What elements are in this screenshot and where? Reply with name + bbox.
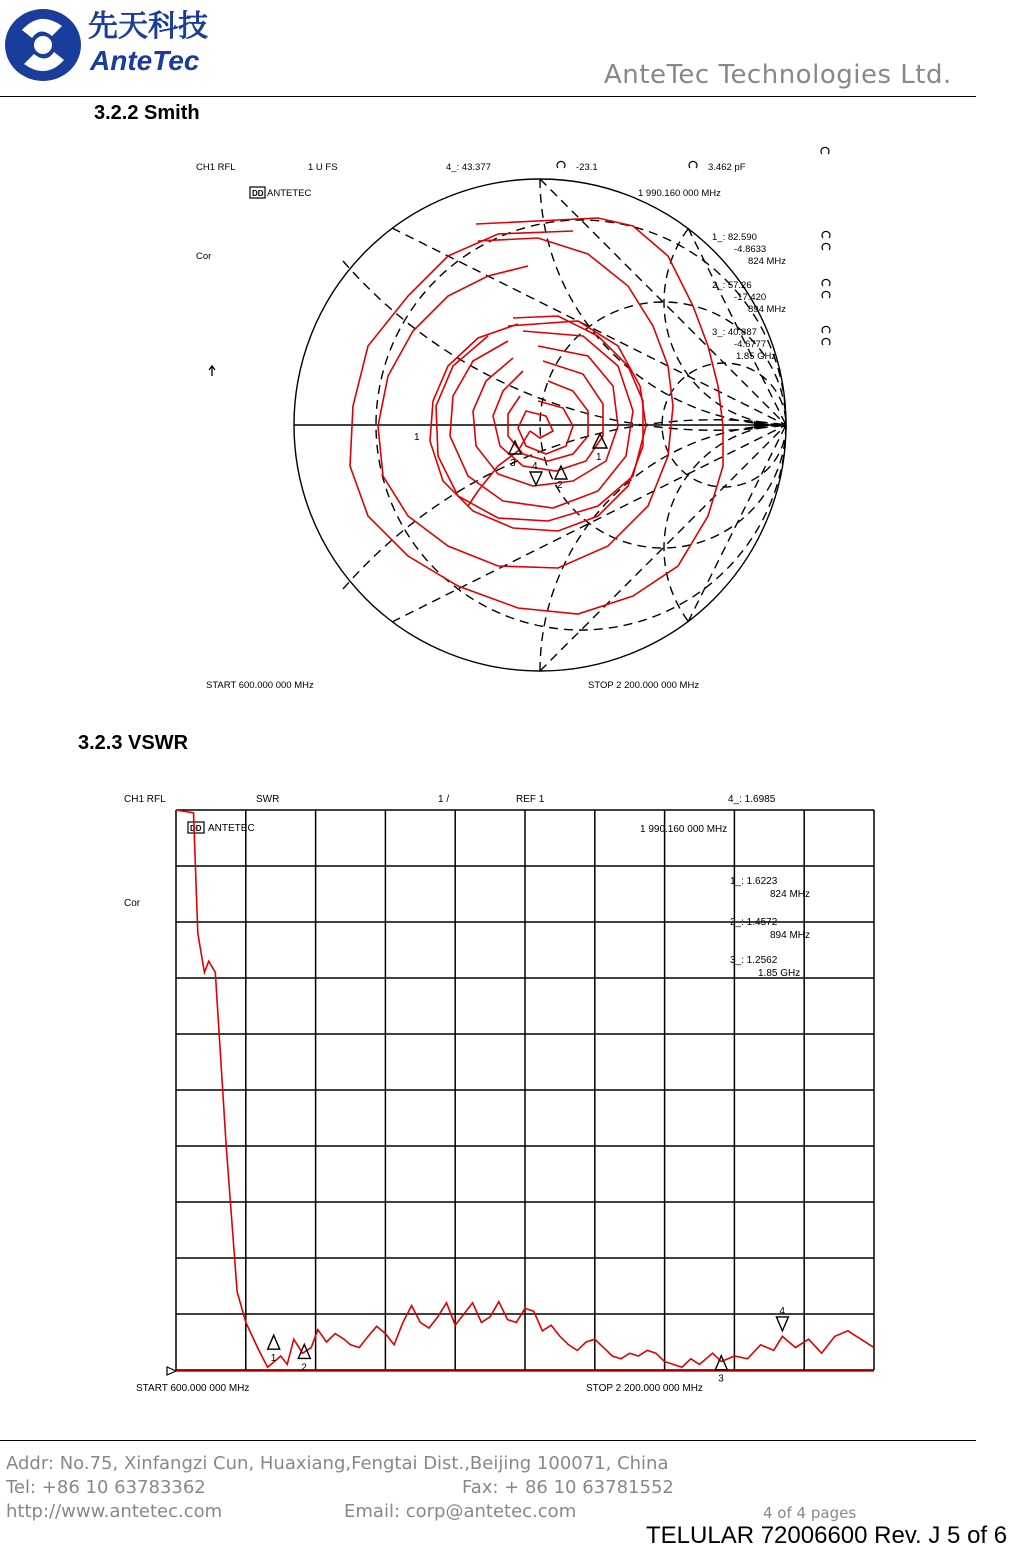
smith-format: 1 U FS	[308, 162, 338, 173]
vswr-marker-1-label: 1	[270, 1353, 277, 1365]
vswr-cor: Cor	[124, 898, 141, 909]
vswr-m3-readout: 3_: 1.2562	[730, 955, 778, 966]
smith-m1-real: 1_: 82.590	[712, 232, 757, 243]
footer-website[interactable]: http://www.antetec.com	[6, 1501, 223, 1522]
smith-channel: CH1 RFL	[196, 162, 236, 173]
smith-marker-4-label: 4	[532, 461, 538, 472]
vswr-marker-3-label: 3	[718, 1373, 724, 1385]
vswr-reference: REF 1	[516, 794, 545, 805]
document-reference: TELULAR 72006600 Rev. J 5 of 6	[646, 1522, 1008, 1549]
footer-email[interactable]: Email: corp@antetec.com	[344, 1501, 577, 1522]
vswr-marker-2-label: 2	[301, 1362, 307, 1374]
smith-m2-freq: 894 MHz	[748, 304, 787, 315]
smith-stop: STOP 2 200.000 000 MHz	[588, 680, 700, 691]
vswr-start: START 600.000 000 MHz	[136, 1383, 250, 1394]
smith-chart	[178, 146, 832, 696]
smith-m2-real: 2_: 57.26	[712, 280, 752, 291]
vswr-m1-freq: 824 MHz	[770, 889, 811, 900]
smith-marker-3-label: 3	[510, 458, 516, 469]
vswr-marker-4-label: 4	[779, 1305, 785, 1317]
vswr-marker4-readout: 4_: 1.6985	[728, 794, 776, 805]
smith-m1-freq: 824 MHz	[748, 256, 787, 267]
vswr-channel: CH1 RFL	[124, 794, 166, 805]
vswr-chart	[118, 780, 888, 1400]
vswr-marker-freq: 1 990.160 000 MHz	[640, 824, 728, 835]
svg-text:DD: DD	[190, 824, 202, 833]
smith-heading: 3.2.2 Smith	[94, 102, 200, 124]
smith-marker-1-label: 1	[596, 452, 602, 463]
vswr-m2-freq: 894 MHz	[770, 930, 811, 941]
antetec-logo	[0, 0, 230, 92]
smith-m3-imag: -4.6777	[734, 339, 767, 350]
smith-m3-real: 3_: 40.887	[712, 327, 757, 338]
smith-marker4-cap: 3.462 pF	[708, 162, 746, 173]
smith-m3-freq: 1.85 GHz	[736, 351, 777, 362]
smith-m2-imag: -17.420	[734, 292, 767, 303]
smith-background	[178, 146, 832, 696]
smith-m1-imag: -4.8633	[734, 244, 767, 255]
svg-text:DD: DD	[252, 189, 264, 198]
smith-cor: Cor	[196, 251, 212, 262]
company-name: AnteTec Technologies Ltd.	[604, 60, 952, 90]
smith-scale-label: 1	[414, 432, 420, 443]
vswr-heading: 3.2.3 VSWR	[78, 732, 189, 754]
footer-page-count: 4 of 4 pages	[763, 1504, 857, 1522]
smith-marker4-imag: -23.1	[576, 162, 598, 173]
smith-start: START 600.000 000 MHz	[206, 680, 314, 691]
smith-marker-2-label: 2	[557, 480, 563, 491]
vswr-title: SWR	[256, 794, 280, 805]
vswr-m1-readout: 1_: 1.6223	[730, 876, 778, 887]
vswr-m3-freq: 1.85 GHz	[758, 968, 801, 979]
vswr-stop: STOP 2 200.000 000 MHz	[586, 1383, 703, 1394]
footer-tel: Tel: +86 10 63783362	[6, 1477, 206, 1498]
header-rule	[0, 96, 976, 97]
footer-rule	[0, 1440, 976, 1441]
smith-marker-freq: 1 990.160 000 MHz	[638, 188, 721, 199]
vswr-m2-readout: 2_: 1.4572	[730, 917, 778, 928]
vswr-brand: ANTETEC	[208, 823, 255, 834]
footer-address: Addr: No.75, Xinfangzi Cun, Huaxiang,Fengtai Dist.,Beijing 100071, China	[6, 1453, 669, 1474]
logo-core	[34, 36, 52, 54]
footer-fax: Fax: + 86 10 63781552	[462, 1477, 674, 1498]
smith-brand-icon	[250, 187, 265, 198]
header	[0, 0, 1029, 98]
smith-brand: ANTETEC	[267, 188, 312, 199]
logo-chinese: 先天科技	[88, 9, 208, 44]
logo-english: AnteTec	[90, 45, 200, 76]
smith-marker4-readout: 4_: 43.377	[446, 162, 491, 173]
vswr-scale: 1 /	[438, 794, 450, 805]
